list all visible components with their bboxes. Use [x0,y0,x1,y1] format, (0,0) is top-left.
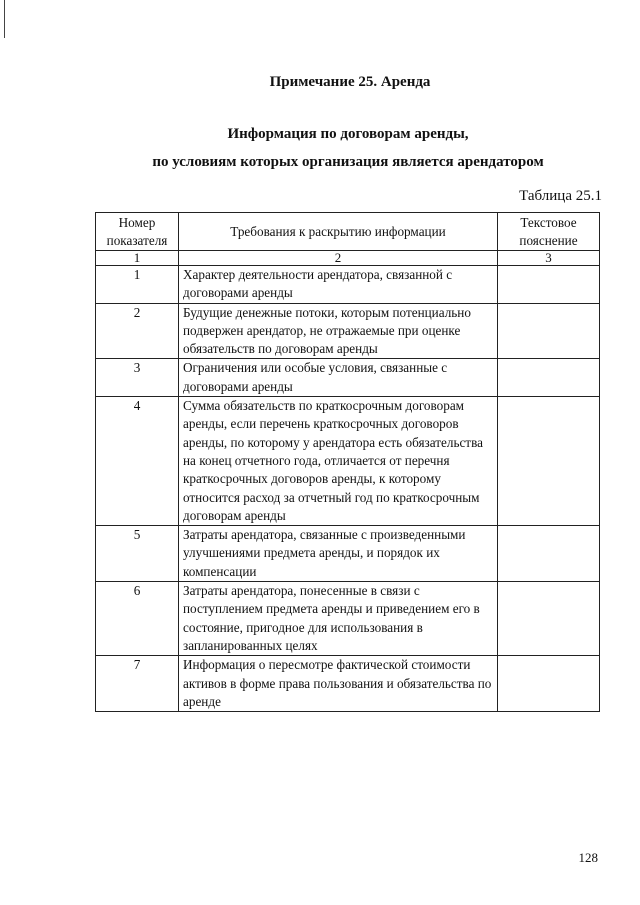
row-explanation[interactable] [498,582,600,656]
table-row [96,582,600,656]
row-explanation[interactable] [498,397,600,526]
column-number-3: 3 [498,251,600,266]
table-row [96,359,600,397]
row-number: 3 [96,359,179,397]
row-requirement: Ограничения или особые условия, связанные с договорами аренды [179,359,498,397]
header-requirements: Требования к раскрытию информации [179,213,498,251]
header-explanation: Текстовое пояснение [498,213,600,251]
note-title: Примечание 25. Аренда [269,74,431,90]
row-explanation[interactable] [498,303,600,359]
table-row [96,397,600,526]
row-requirement: Будущие денежные потоки, которым потенциально подвержен арендатор, не отражаемые при оценке обязательств по договорам аренды [179,303,498,359]
table-label: Таблица 25.1 [519,188,602,204]
column-number-1: 1 [96,251,179,266]
row-requirement: Информация о пересмотре фактической стоимости активов в форме права пользования и обязательства по аренде [179,656,498,712]
column-number-2: 2 [179,251,498,266]
header-number: Номер показателя [96,213,179,251]
row-requirement: Затраты арендатора, связанные с произведенными улучшениями предмета аренды, и порядок их компенсации [179,526,498,582]
row-number: 4 [96,397,179,526]
requirements-table [95,212,600,712]
subtitle-line-1: Информация по договорам аренды, [227,126,469,142]
binding-mark [4,0,5,38]
table-row [96,656,600,712]
page-number: 128 [578,850,598,865]
row-explanation[interactable] [498,526,600,582]
row-requirement: Характер деятельности арендатора, связанной с договорами аренды [179,266,498,304]
row-requirement: Сумма обязательств по краткосрочным договорам аренды, если перечень краткосрочных договоров аренды, по которому у арендатора есть обязательства на конец отчетного года, отличается от перечня краткосрочных договоров аренды, к которому относится расход за отчетный год по краткосрочным договорам аренды [179,397,498,526]
row-number: 7 [96,656,179,712]
subtitle-line-2: по условиям которых организация является арендатором [152,154,544,170]
row-explanation[interactable] [498,266,600,304]
row-number: 6 [96,582,179,656]
row-explanation[interactable] [498,656,600,712]
table-row [96,526,600,582]
row-number: 2 [96,303,179,359]
table-row [96,266,600,304]
table-row [96,303,600,359]
table-header-row [96,213,600,251]
row-number: 5 [96,526,179,582]
row-requirement: Затраты арендатора, понесенные в связи с поступлением предмета аренды и приведением его в состояние, пригодное для использования в запланированных целях [179,582,498,656]
column-numbers-row [96,251,600,266]
row-explanation[interactable] [498,359,600,397]
row-number: 1 [96,266,179,304]
